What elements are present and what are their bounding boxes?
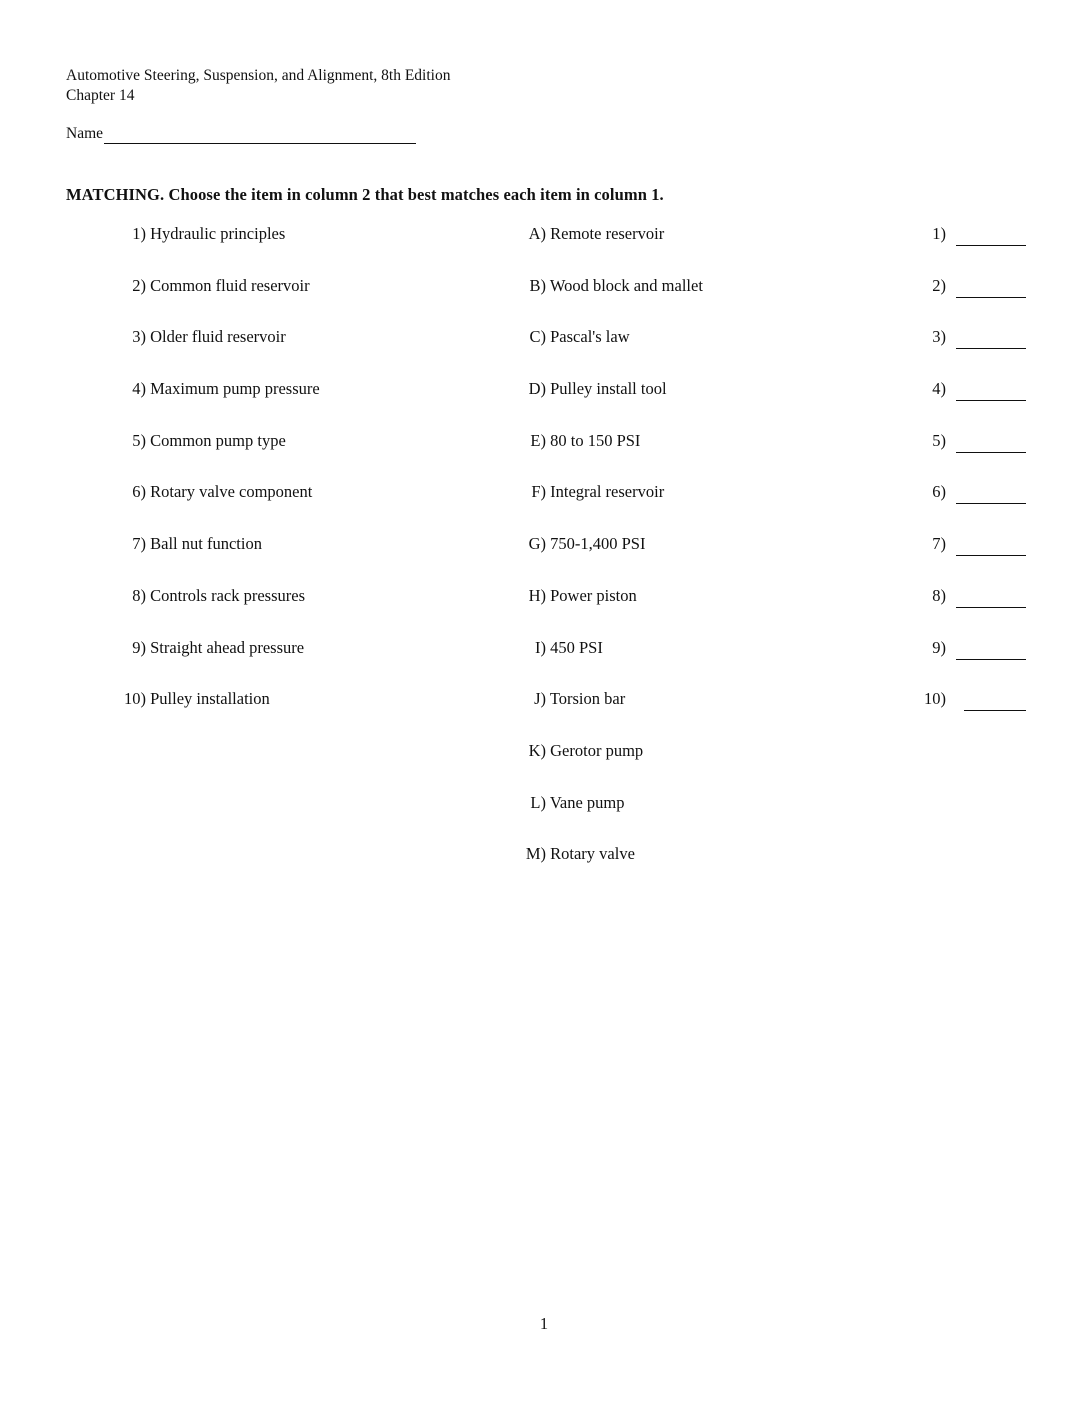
item-text: Remote reservoir (550, 224, 665, 243)
item-number: 10) (124, 689, 146, 709)
item-letter: G) (528, 534, 546, 554)
column-1-item (100, 325, 460, 377)
item-text: 750-1,400 PSI (550, 534, 646, 554)
column-2-item (508, 480, 868, 532)
item-number: 4) (132, 379, 146, 399)
answer-row (906, 687, 1036, 739)
column-2-item (508, 636, 868, 688)
answer-row (906, 274, 1036, 326)
item-text: Hydraulic principles (150, 224, 286, 243)
column-2-item (508, 791, 868, 843)
answer-blank[interactable] (956, 225, 1026, 246)
item-letter: I) (535, 637, 546, 657)
item-text: Controls rack pressures (150, 585, 306, 605)
item-number: 7) (132, 534, 146, 554)
answer-number: 9) (932, 637, 946, 657)
column-2-item (508, 739, 868, 791)
item-letter: E) (530, 430, 546, 450)
answer-number: 4) (932, 379, 946, 399)
answer-row (906, 222, 1036, 274)
item-number: 6) (132, 482, 146, 502)
item-letter: J) (534, 689, 546, 709)
item-text: Maximum pump pressure (150, 379, 320, 399)
item-text: Pulley install tool (550, 379, 667, 399)
item-text: Ball nut function (150, 534, 262, 554)
item-text: Torsion bar (549, 689, 626, 709)
answer-blank[interactable] (956, 535, 1026, 556)
column-1-item (100, 274, 460, 326)
column-2-item (508, 687, 868, 739)
item-letter: K) (528, 740, 546, 760)
answer-number: 6) (932, 482, 946, 502)
item-text: Rotary valve component (150, 482, 313, 502)
column-1-item (100, 429, 460, 481)
item-text: 80 to 150 PSI (550, 430, 641, 450)
column-1-list (100, 222, 460, 739)
answer-number: 3) (932, 327, 946, 347)
answer-blank[interactable] (956, 432, 1026, 453)
column-2-list (508, 222, 868, 894)
item-number: 3) (132, 327, 146, 347)
answer-blank[interactable] (956, 380, 1026, 401)
answer-row (906, 429, 1036, 481)
item-letter: M) (525, 844, 546, 864)
book-title: Automotive Steering, Suspension, and Alignment, 8th Edition (66, 67, 451, 84)
item-text: Pulley installation (150, 689, 270, 709)
column-2-item (508, 429, 868, 481)
item-letter: A) (528, 224, 546, 243)
column-2-item (508, 842, 868, 894)
column-2-item (508, 532, 868, 584)
column-1-item (100, 687, 460, 739)
item-number: 1) (132, 224, 146, 243)
name-blank-line[interactable] (104, 125, 416, 144)
item-number: 9) (132, 637, 146, 657)
item-text: 450 PSI (550, 637, 603, 657)
item-text: Common fluid reservoir (150, 275, 310, 295)
answer-row (906, 377, 1036, 429)
item-letter: C) (529, 327, 546, 347)
item-text: Integral reservoir (550, 482, 665, 502)
page-number: 1 (539, 1314, 549, 1333)
answer-blank[interactable] (956, 587, 1026, 608)
column-2-item (508, 222, 868, 274)
answer-number: 10) (924, 689, 946, 709)
answer-number: 1) (932, 224, 946, 243)
column-2-item (508, 584, 868, 636)
item-letter: D) (528, 379, 546, 399)
name-field-row (66, 124, 416, 144)
answer-number: 7) (932, 534, 946, 554)
column-1-item (100, 584, 460, 636)
column-2-item (508, 325, 868, 377)
item-text: Pascal's law (550, 327, 630, 347)
item-text: Gerotor pump (550, 740, 644, 760)
answer-number: 8) (932, 585, 946, 605)
answer-row (906, 636, 1036, 688)
item-text: Vane pump (549, 792, 625, 812)
item-text: Older fluid reservoir (150, 327, 286, 347)
column-2-item (508, 274, 868, 326)
item-number: 8) (132, 585, 146, 605)
column-1-item (100, 532, 460, 584)
matching-instructions: MATCHING. Choose the item in column 2 that best matches each item in column 1. (66, 185, 664, 204)
column-1-item (100, 377, 460, 429)
item-number: 5) (132, 430, 146, 450)
item-letter: L) (530, 792, 546, 812)
column-2-item (508, 377, 868, 429)
answer-row (906, 325, 1036, 377)
column-1-item (100, 222, 460, 274)
answer-row (906, 584, 1036, 636)
answer-blank[interactable] (956, 639, 1026, 660)
column-1-item (100, 480, 460, 532)
answer-row (906, 532, 1036, 584)
item-text: Straight ahead pressure (150, 637, 305, 657)
item-text: Common pump type (150, 430, 286, 450)
item-letter: F) (531, 482, 546, 502)
item-text: Rotary valve (550, 844, 635, 864)
answer-blank[interactable] (956, 328, 1026, 349)
item-text: Wood block and mallet (549, 275, 703, 295)
item-letter: B) (529, 275, 546, 295)
name-label: Name (66, 125, 104, 142)
answer-row (906, 480, 1036, 532)
document-header (66, 66, 450, 106)
item-letter: H) (528, 585, 546, 605)
chapter-label: Chapter 14 (66, 87, 135, 104)
answer-blank[interactable] (964, 690, 1026, 711)
column-1-item (100, 636, 460, 688)
answer-number: 5) (932, 430, 946, 450)
answer-number: 2) (932, 275, 946, 295)
answer-blank[interactable] (956, 483, 1026, 504)
answer-blank[interactable] (956, 277, 1026, 298)
item-number: 2) (132, 275, 146, 295)
item-text: Power piston (550, 585, 637, 605)
answer-column (906, 222, 1036, 739)
